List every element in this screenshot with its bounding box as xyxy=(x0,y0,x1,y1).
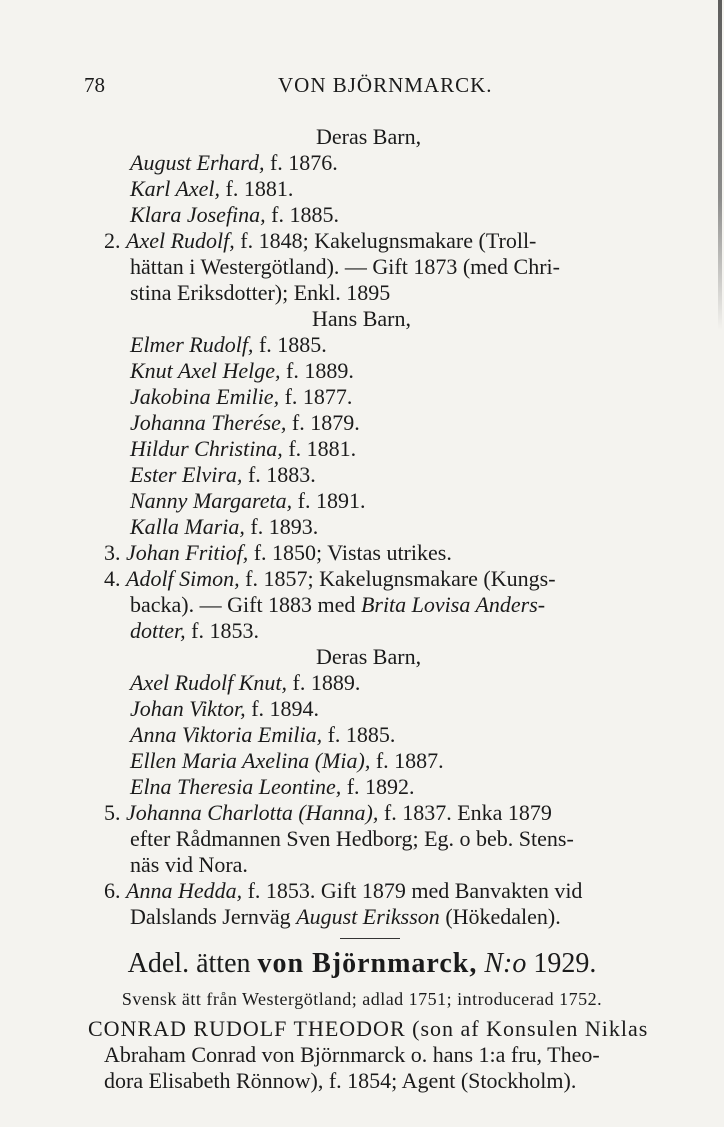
person-name: dotter, xyxy=(130,618,186,643)
birth-info: f. 1879. xyxy=(286,410,360,435)
birth-info: f. 1894. xyxy=(245,696,320,721)
entry-number: 6. xyxy=(104,878,126,903)
birth-info: f. 1887. xyxy=(370,748,444,773)
paragraph-line: CONRAD RUDOLF THEODOR (son af Konsulen Niklas xyxy=(88,1016,649,1041)
entry-line xyxy=(104,228,536,254)
family-name: von Björnmarck, xyxy=(257,948,478,979)
entry-text: f. 1850; Vistas utrikes. xyxy=(248,540,452,565)
entry-line: näs vid Nora. xyxy=(130,852,248,877)
entry-line xyxy=(130,332,327,358)
person-name: August Eriksson xyxy=(296,904,440,929)
entry-line xyxy=(104,540,452,566)
person-name: Johanna Therése, xyxy=(130,410,287,435)
person-name: Johan Viktor, xyxy=(130,696,246,721)
birth-info: f. 1891. xyxy=(292,488,366,513)
person-name: Hildur Christina, xyxy=(130,436,283,461)
entry-line xyxy=(130,904,561,930)
entry-line xyxy=(130,358,354,384)
entry-line: hättan i Westergötland). — Gift 1873 (med Chri- xyxy=(130,254,560,279)
entry-line: stina Eriksdotter); Enkl. 1895 xyxy=(130,280,391,305)
entry-number: 2. xyxy=(104,228,126,253)
entry-text: backa). — Gift 1883 med xyxy=(130,592,361,617)
person-name: Ester Elvira, xyxy=(130,462,243,487)
paragraph-line: dora Elisabeth Rönnow), f. 1854; Agent (Stockholm). xyxy=(104,1068,577,1093)
entry-text: (Hökedalen). xyxy=(439,904,561,929)
birth-info: f. 1881. xyxy=(220,176,294,201)
section-title-prefix: Adel. ätten xyxy=(127,948,258,979)
person-name: Klara Josefina, xyxy=(130,202,266,227)
page-number: 78 xyxy=(84,73,105,97)
person-name: Knut Axel Helge, xyxy=(130,358,281,383)
entry-number: 5. xyxy=(104,800,126,825)
entry-line xyxy=(130,202,339,228)
person-name: August Erhard, xyxy=(130,150,265,175)
entry-line: efter Rådmannen Sven Hedborg; Eg. o bеb. Stens- xyxy=(130,826,574,851)
entry-line xyxy=(130,488,365,514)
birth-info: f. 1885. xyxy=(253,332,327,357)
subheading-children: Deras Barn, xyxy=(316,644,422,669)
person-name: Brita Lovisa Anders- xyxy=(360,592,546,617)
entry-line xyxy=(104,800,552,826)
birth-info: f. 1883. xyxy=(242,462,316,487)
person-name: Ellen Maria Axelina (Mia), xyxy=(130,748,371,773)
paragraph-line: Abraham Conrad von Björnmarck o. hans 1:a fru, Theo- xyxy=(104,1042,600,1067)
person-name: Anna Hedda, xyxy=(126,878,243,903)
person-name: Kalla Maria, xyxy=(130,514,245,539)
entry-text: f. 1848; Kakelugnsmakare (Troll- xyxy=(234,228,537,253)
entry-line xyxy=(130,384,352,410)
entry-text: f. 1853. Gift 1879 med Banvakten vid xyxy=(242,878,583,903)
entry-text: Dalslands Jernväg xyxy=(130,904,297,929)
person-name: Elmer Rudolf, xyxy=(130,332,254,357)
birth-info: f. 1877. xyxy=(279,384,353,409)
person-name: Adolf Simon, xyxy=(126,566,240,591)
entry-line xyxy=(130,774,415,800)
entry-text: f. 1837. Enka 1879 xyxy=(378,800,552,825)
birth-info: f. 1876. xyxy=(264,150,338,175)
entry-number: 3. xyxy=(104,540,126,565)
birth-info: f. 1893. xyxy=(244,514,319,539)
entry-line xyxy=(130,592,545,618)
birth-info: f. 1885. xyxy=(265,202,339,227)
birth-info: f. 1889. xyxy=(280,358,354,383)
entry-line xyxy=(130,514,318,540)
entry-line xyxy=(130,176,293,202)
entry-line xyxy=(130,722,395,748)
person-name: Karl Axel, xyxy=(130,176,221,201)
person-name: Elna Theresia Leontine, xyxy=(130,774,342,799)
person-name: Nanny Margareta, xyxy=(130,488,293,513)
entry-line xyxy=(130,436,356,462)
entry-line xyxy=(130,696,319,722)
person-name: Johan Fritiof, xyxy=(126,540,249,565)
entry-line xyxy=(130,748,444,774)
entry-line xyxy=(130,410,360,436)
page-edge-shadow xyxy=(718,0,722,330)
subheading-children: Hans Barn, xyxy=(312,306,411,331)
person-name: Johanna Charlotta (Hanna), xyxy=(126,800,379,825)
entry-line xyxy=(130,150,338,176)
birth-info: f. 1889. xyxy=(287,670,361,695)
birth-info: f. 1853. xyxy=(185,618,259,643)
person-name: Jakobina Emilie, xyxy=(130,384,280,409)
entry-number: 4. xyxy=(104,566,126,591)
entry-text: f. 1857; Kakelugnsmakare (Kungs- xyxy=(239,566,556,591)
birth-info: f. 1881. xyxy=(282,436,357,461)
family-number: 1929. xyxy=(533,948,597,979)
person-name: Axel Rudolf Knut, xyxy=(130,670,288,695)
entry-line xyxy=(130,462,316,488)
section-title xyxy=(0,948,724,980)
number-label: N:o xyxy=(477,948,534,979)
person-name: Anna Viktoria Emilia, xyxy=(130,722,323,747)
entry-line xyxy=(104,566,556,592)
section-subtitle: Svensk ätt från Westergötland; adlad 1751; introducerad 1752. xyxy=(121,989,603,1009)
entry-line xyxy=(130,618,259,644)
running-title: VON BJÖRNMARCK. xyxy=(278,73,493,97)
subheading-children: Deras Barn, xyxy=(316,124,422,149)
entry-line xyxy=(104,878,582,904)
birth-info: f. 1892. xyxy=(341,774,415,799)
birth-info: f. 1885. xyxy=(322,722,396,747)
entry-line xyxy=(130,670,360,696)
person-name: Axel Rudolf, xyxy=(126,228,235,253)
section-divider xyxy=(340,938,400,939)
